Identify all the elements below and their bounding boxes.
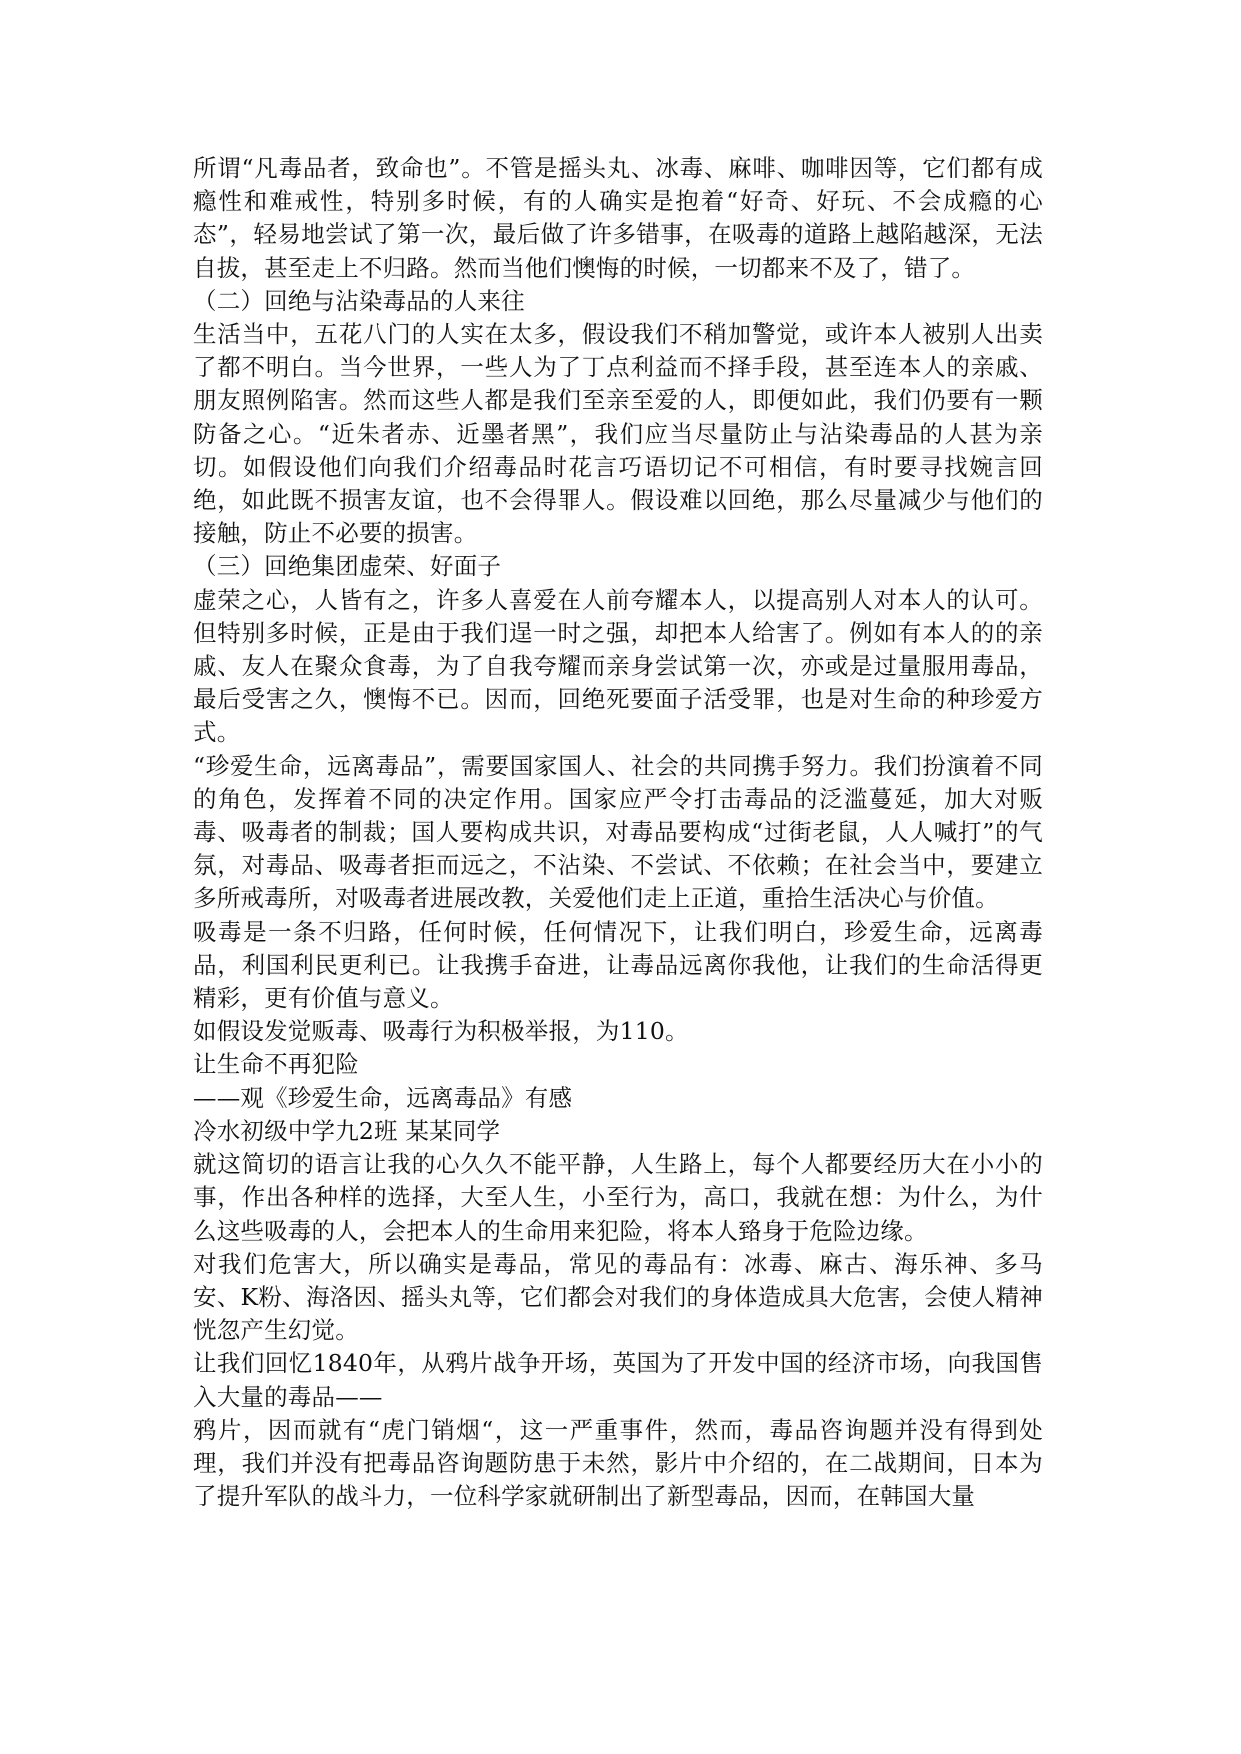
essay-subtitle: ——观《珍爱生命，远离毒品》有感 [193, 1083, 573, 1112]
essay-author: 冷水初级中学九2班 某某同学 [193, 1116, 501, 1145]
section-heading-3: （三）回绝集团虚荣、好面子 [193, 552, 502, 581]
paragraph-report-110: 如假设发觉贩毒、吸毒行为积极举报，为110。 [193, 1017, 689, 1046]
paragraph-section-3: 虚荣之心，人皆有之，许多人喜爱在人前夸耀本人，以提高别人对本人的认可。但特别多时候，正是由于我们逞一时之强，却把本人给害了。例如有本人的的亲戚、友人在聚众食毒，为了自我夸耀而亲身尝试第一次，亦或是过量服用毒品，最后受害之久，懊悔不已。因而，回绝死要面子活受罪，也是对生命的种珍爱方式。 [193, 585, 1043, 747]
paragraph-opium: 鸦片，因而就有“虎门销烟“，这一严重事件，然而，毒品咨询题并没有得到处理，我们并没有把毒品咨询题防患于未然，影片中介绍的，在二战期间，日本为了提升军队的战斗力，一位科学家就研制出了新型毒品，因而，在韩国大量 [193, 1415, 1043, 1511]
essay-title: 让生命不再犯险 [193, 1050, 359, 1079]
section-heading-2: （二）回绝与沾染毒品的人来往 [193, 286, 525, 315]
paragraph-intro: 所谓“凡毒品者，致命也”。不管是摇头丸、冰毒、麻啡、咖啡因等，它们都有成瘾性和难戒性，特别多时候，有的人确实是抱着“好奇、好玩、不会成瘾的心态”，轻易地尝试了第一次，最后做了许多错事，在吸毒的道路上越陷越深，无法自拔，甚至走上不归路。然而当他们懊悔的时候，一切都来不及了，错了。 [193, 154, 1043, 282]
paragraph-section-2: 生活当中，五花八门的人实在太多，假设我们不稍加警觉，或许本人被别人出卖了都不明白。当今世界，一些人为了丁点利益而不择手段，甚至连本人的亲戚、朋友照例陷害。然而这些人都是我们至亲至爱的人，即便如此，我们仍要有一颗防备之心。“近朱者赤、近墨者黑”，我们应当尽量防止与沾染毒品的人甚为亲切。如假设他们向我们介绍毒品时花言巧语切记不可相信，有时要寻找婉言回绝，如此既不损害友谊，也不会得罪人。假设难以回绝，那么尽量减少与他们的接触，防止不必要的损害。 [193, 320, 1043, 548]
paragraph-reflection: 就这简切的语言让我的心久久不能平静，人生路上，每个人都要经历大在小小的事，作出各种样的选择，大至人生，小至行为，高口，我就在想：为什么，为什么这些吸毒的人，会把本人的生命用来犯险，将本人臵身于危险边缘。 [193, 1150, 1043, 1245]
paragraph-conclusion: 吸毒是一条不归路，任何时候，任何情况下，让我们明白，珍爱生命，远离毒品，利国利民更利已。让我携手奋进，让毒品远离你我他，让我们的生命活得更精彩，更有价值与意义。 [193, 917, 1043, 1013]
paragraph-drug-harm: 对我们危害大，所以确实是毒品，常见的毒品有：冰毒、麻古、海乐神、多马安、K粉、海洛因、摇头丸等，它们都会对我们的身体造成具大危害，会使人精神恍忽产生幻觉。 [193, 1249, 1043, 1345]
paragraph-joint-effort: “珍爱生命，远离毒品”，需要国家国人、社会的共同携手努力。我们扮演着不同的角色，发挥着不同的决定作用。国家应严令打击毒品的泛滥蔓延，加大对贩毒、吸毒者的制裁；国人要构成共识，对毒品要构成“过街老鼠，人人喊打”的气氛，对毒品、吸毒者拒而远之，不沾染、不尝试、不依赖；在社会当中，要建立多所戒毒所，对吸毒者进展改教，关爱他们走上正道，重拾生活决心与价值。 [193, 751, 1043, 913]
paragraph-history: 让我们回忆1840年，从鸦片战争开场，英国为了开发中国的经济市场，向我国售入大量的毒品—— [193, 1349, 1043, 1411]
document-body [193, 152, 1043, 1513]
